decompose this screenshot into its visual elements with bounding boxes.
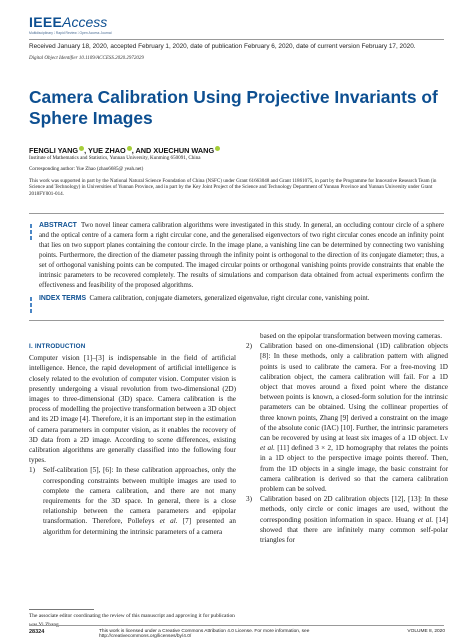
publication-dates: Received January 18, 2020, accepted February 1, 2020, date of publication February 6, 2020, date of current version February 17, 2020. (29, 43, 416, 50)
list-text-cont: [11] defined 3 × 2, 1D homography that relates the points in a 1D object to the perspective image points thereof. Then, from the 1D objects in a single image, the basic constraint for camera calibration is derived so that the camera calibration problem can be solved. (260, 444, 448, 494)
author-list (29, 146, 220, 155)
index-terms-text: Camera calibration, conjugate diameters, generalized eigenvalue, right circular cone, vanishing point. (89, 295, 370, 302)
author-2: , YUE ZHAO (84, 146, 126, 155)
footnote-rule (29, 609, 94, 610)
list-continuation: based on the epipolar transformation between moving cameras. (260, 332, 443, 340)
author-3: , AND XUECHUN WANG (131, 146, 215, 155)
left-column (29, 342, 236, 537)
index-terms-block (29, 294, 444, 304)
ieee-access-logo (29, 14, 107, 32)
list-text: Self-calibration [5], [6]: In these calibration approaches, only the corresponding constraints between multiple images are used to complete the camera calibration, and there are not many requirements for the 3D space. In general, there is a close relationship between the camera parameters and epipolar transformation. Therefore, Pollefeys (43, 466, 236, 526)
paper-title: Camera Calibration Using Projective Invariants of Sphere Images (29, 87, 438, 128)
list-item (29, 465, 236, 536)
page-number: 28324 (29, 629, 45, 635)
list-number: 1) (29, 466, 35, 475)
list-text: Calibration based on one-dimensional (1D) calibration objects [8]: In these methods, only a calibration pattern with aligned points is used to calibrate the camera. For a free-moving 1D calibration object, the camera calibration will fail. For a 1D object that moves around a fixed point where the distance between points is known, a closed-form solution for the intrinsic parameters can be obtained. Using the collinear properties of three known points, Zhang [9] derived a constraint on the image of the absolute conic (IAC) [10]. Further, the intrinsic parameters can be recovered by using at least six images of a 1D object. Lv (260, 342, 448, 443)
funding-note: This work was supported in part by the National Natural Science Foundation of China (NSFC) under Grant 61663048 and Grant 11861075, in part by the Programme for Innovative Research Team (in Science and Technology) in Universities of Yunnan Province, and in part by the Key Joint Project of the Science and Technology Department of Yunnan Province and Yunnan University under Grant 2018FY001-014. (29, 178, 437, 197)
author-1: FENGLI YANG (29, 146, 79, 155)
abstract-block (29, 221, 444, 291)
doi-line: Digital Object Identifier 10.1109/ACCESS.2020.2972029 (29, 56, 144, 61)
abstract-bottom-divider (29, 320, 444, 321)
volume-info: VOLUME 8, 2020 (407, 629, 445, 634)
logo-ieee-text: IEEE (29, 14, 63, 30)
orcid-icon[interactable] (215, 146, 220, 151)
list-text-italic: et al. (260, 444, 275, 453)
list-item (246, 494, 448, 545)
list-text-italic: et al. (159, 517, 178, 526)
list-text-cont: [7] presented an algorithm for determining the intrinsic parameters of a camera (43, 517, 236, 536)
index-terms-heading: INDEX TERMS (39, 295, 87, 302)
footnote: The associate editor coordinating the review of this manuscript and approving it for publication (29, 613, 235, 619)
list-item (246, 341, 448, 494)
list-text-italic: et al. (417, 515, 434, 524)
affiliation: Institute of Mathematics and Statistics, Yunnan University, Kunming 650091, China (29, 155, 201, 161)
corresponding-author: Corresponding author: Yue Zhao (zhao6685@ yeah.net) (29, 166, 144, 172)
list-text: Calibration based on 2D calibration objects [12], [13]: In these methods, only circle or conic images are used, without the corresponding position information in space. Huang (260, 495, 448, 524)
abstract-heading: ABSTRACT (39, 222, 77, 229)
list-text-cont: [14] showed that there are infinitely many common self-polar triangles for (260, 515, 448, 545)
intro-heading: I. INTRODUCTION (29, 343, 86, 350)
logo-tagline: Multidisciplinary ⁞ Rapid Review ⁞ Open Access Journal (29, 31, 112, 35)
intro-paragraph: Computer vision [1]–[3] is indispensable in the field of artificial intelligence. Hence, the rapid development of artificial intelligence is closely related to the evolution of computer vision. Computer vision is presently undergoing a visual revolution from two-dimensional (2D) images to three-dimensional (3D) space. Camera calibration is the process of modelling the projective transformation between a 3D object and its 2D image [4]. Therefore, it is an important step in the estimation of camera parameters in computer vision, as it enables the recovery of 3D data from a 2D image. According to scene differences, existing calibration algorithms are generally classified into the following four types. (29, 354, 236, 465)
header-divider (29, 39, 444, 40)
license-text[interactable]: This work is licensed under a Creative Commons Attribution 4.0 License. For more information, see http://creativecommons.org/licenses/by/4.0/ (99, 629, 310, 639)
footer-divider (29, 625, 444, 626)
list-number: 2) (246, 342, 252, 351)
logo-access-text: Access (62, 14, 108, 30)
right-column (246, 331, 448, 545)
abstract-top-divider (29, 213, 444, 214)
list-number: 3) (246, 495, 252, 504)
abstract-text: Two novel linear camera calibration algorithms were investigated in this study. In general, an occluding contour circle of a sphere and the optical centre of a camera form a right circular cone, and the generalised eigenvectors of two right circular cones encode an infinity point that lies on two support planes containing the contour circle. In the image plane, a vanishing line can be determined by connecting two vanishing points. Furthermore, the direction of the diameter passing through the infinity point is orthogonal to the direction of its conjugate diameter; thus, a set of orthogonal vanishing points can be computed. The imaged circular points or orthogonal vanishing points provide constraints that enable the intrinsic parameters to be recovered completely. The results of simulations and comparison data obtained from actual experiments confirm the effectiveness and feasibility of the proposed algorithms. (39, 222, 444, 289)
